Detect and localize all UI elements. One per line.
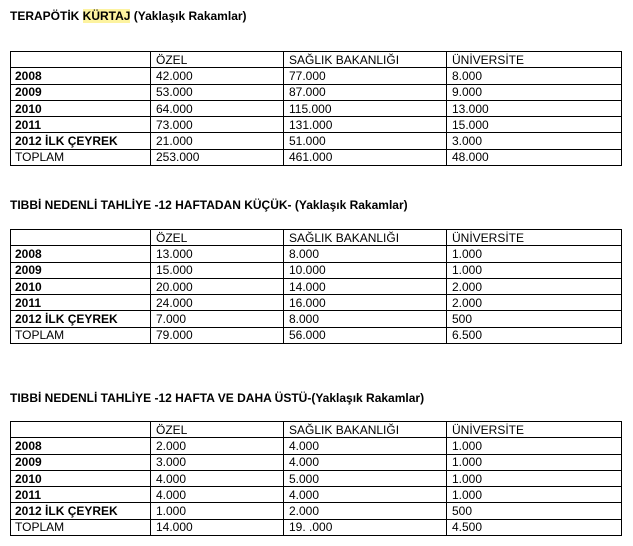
table-total-row	[11, 149, 622, 165]
table-tibbi-tahliye-12-hafta-ustu	[10, 421, 622, 536]
row-label: 2012 İLK ÇEYREK	[11, 503, 151, 519]
header-cell-empty	[11, 230, 151, 246]
header-cell-empty	[11, 422, 151, 438]
cell-universite: 2.000	[447, 278, 622, 294]
cell-ozel: 15.000	[151, 262, 284, 278]
cell-universite: 13.000	[447, 100, 622, 116]
row-label: 2010	[11, 470, 151, 486]
title-text: (Yaklaşık Rakamlar)	[130, 9, 247, 23]
table-total-row	[11, 519, 622, 535]
cell-universite: 2.000	[447, 295, 622, 311]
row-label: 2009	[11, 84, 151, 100]
header-cell-ozel: ÖZEL	[151, 422, 284, 438]
cell-universite: 3.000	[447, 133, 622, 149]
cell-universite: 1.000	[447, 487, 622, 503]
table-row	[11, 295, 622, 311]
cell-ozel: 2.000	[151, 438, 284, 454]
row-label: 2009	[11, 454, 151, 470]
row-label: 2012 İLK ÇEYREK	[11, 133, 151, 149]
cell-universite: 1.000	[447, 470, 622, 486]
row-label: 2010	[11, 278, 151, 294]
cell-saglik: 8.000	[284, 311, 447, 327]
cell-saglik: 131.000	[284, 117, 447, 133]
table-header-row	[11, 52, 622, 68]
table-header-row	[11, 422, 622, 438]
table-row	[11, 311, 622, 327]
row-label: 2010	[11, 100, 151, 116]
table-terapotik-kurtaj	[10, 51, 622, 166]
cell-saglik: 4.000	[284, 454, 447, 470]
table-header-row	[11, 230, 622, 246]
table-row	[11, 438, 622, 454]
cell-ozel: 64.000	[151, 100, 284, 116]
cell-universite: 4.500	[447, 519, 622, 535]
header-cell-universite: ÜNİVERSİTE	[447, 422, 622, 438]
table-row	[11, 246, 622, 262]
row-label: 2012 İLK ÇEYREK	[11, 311, 151, 327]
section-title-tibbi-tahliye-12-hafta-kucuk: TIBBİ NEDENLİ TAHLİYE -12 HAFTADAN KÜÇÜK- (Yaklaşık Rakamlar)	[10, 198, 408, 212]
table-row	[11, 503, 622, 519]
cell-universite: 9.000	[447, 84, 622, 100]
cell-universite: 1.000	[447, 438, 622, 454]
row-label: 2008	[11, 68, 151, 84]
row-label: 2011	[11, 295, 151, 311]
header-cell-saglik-bakanligi: SAĞLIK BAKANLIĞI	[284, 422, 447, 438]
cell-ozel: 42.000	[151, 68, 284, 84]
cell-saglik: 10.000	[284, 262, 447, 278]
table-row	[11, 470, 622, 486]
cell-universite: 48.000	[447, 149, 622, 165]
header-cell-saglik-bakanligi: SAĞLIK BAKANLIĞI	[284, 230, 447, 246]
table-row	[11, 84, 622, 100]
cell-saglik: 115.000	[284, 100, 447, 116]
row-label-total: TOPLAM	[11, 149, 151, 165]
cell-ozel: 24.000	[151, 295, 284, 311]
cell-saglik: 56.000	[284, 327, 447, 343]
cell-saglik: 77.000	[284, 68, 447, 84]
row-label: 2011	[11, 487, 151, 503]
cell-ozel: 1.000	[151, 503, 284, 519]
cell-saglik: 87.000	[284, 84, 447, 100]
cell-saglik: 16.000	[284, 295, 447, 311]
table-row	[11, 278, 622, 294]
table-row	[11, 454, 622, 470]
cell-ozel: 14.000	[151, 519, 284, 535]
cell-ozel: 20.000	[151, 278, 284, 294]
cell-saglik: 4.000	[284, 487, 447, 503]
header-cell-universite: ÜNİVERSİTE	[447, 230, 622, 246]
header-cell-saglik-bakanligi: SAĞLIK BAKANLIĞI	[284, 52, 447, 68]
cell-saglik: 14.000	[284, 278, 447, 294]
cell-universite: 1.000	[447, 454, 622, 470]
table-total-row	[11, 327, 622, 343]
cell-universite: 500	[447, 503, 622, 519]
table-row	[11, 100, 622, 116]
cell-universite: 500	[447, 311, 622, 327]
cell-ozel: 53.000	[151, 84, 284, 100]
table-row	[11, 262, 622, 278]
row-label: 2008	[11, 246, 151, 262]
section-title-tibbi-tahliye-12-hafta-ustu: TIBBİ NEDENLİ TAHLİYE -12 HAFTA VE DAHA ÜSTÜ-(Yaklaşık Rakamlar)	[10, 391, 425, 405]
cell-saglik: 461.000	[284, 149, 447, 165]
row-label-total: TOPLAM	[11, 519, 151, 535]
table-row	[11, 68, 622, 84]
cell-saglik: 5.000	[284, 470, 447, 486]
row-label: 2008	[11, 438, 151, 454]
cell-ozel: 3.000	[151, 454, 284, 470]
cell-ozel: 4.000	[151, 470, 284, 486]
table-row	[11, 117, 622, 133]
cell-ozel: 253.000	[151, 149, 284, 165]
table-tibbi-tahliye-12-hafta-kucuk	[10, 229, 622, 344]
cell-saglik: 51.000	[284, 133, 447, 149]
table-row	[11, 487, 622, 503]
cell-ozel: 4.000	[151, 487, 284, 503]
cell-universite: 15.000	[447, 117, 622, 133]
row-label: 2011	[11, 117, 151, 133]
cell-universite: 1.000	[447, 262, 622, 278]
row-label-total: TOPLAM	[11, 327, 151, 343]
row-label: 2009	[11, 262, 151, 278]
header-cell-empty	[11, 52, 151, 68]
cell-ozel: 79.000	[151, 327, 284, 343]
cell-saglik: 19. .000	[284, 519, 447, 535]
title-text: TERAPÖTİK	[10, 9, 83, 23]
highlighted-term: KÜRTAJ	[82, 9, 131, 23]
header-cell-ozel: ÖZEL	[151, 230, 284, 246]
cell-ozel: 73.000	[151, 117, 284, 133]
cell-ozel: 7.000	[151, 311, 284, 327]
cell-ozel: 13.000	[151, 246, 284, 262]
cell-universite: 6.500	[447, 327, 622, 343]
cell-universite: 8.000	[447, 68, 622, 84]
cell-saglik: 4.000	[284, 438, 447, 454]
header-cell-universite: ÜNİVERSİTE	[447, 52, 622, 68]
cell-universite: 1.000	[447, 246, 622, 262]
cell-ozel: 21.000	[151, 133, 284, 149]
cell-saglik: 8.000	[284, 246, 447, 262]
table-row	[11, 133, 622, 149]
header-cell-ozel: ÖZEL	[151, 52, 284, 68]
section-title-terapotik-kurtaj	[10, 9, 247, 23]
cell-saglik: 2.000	[284, 503, 447, 519]
